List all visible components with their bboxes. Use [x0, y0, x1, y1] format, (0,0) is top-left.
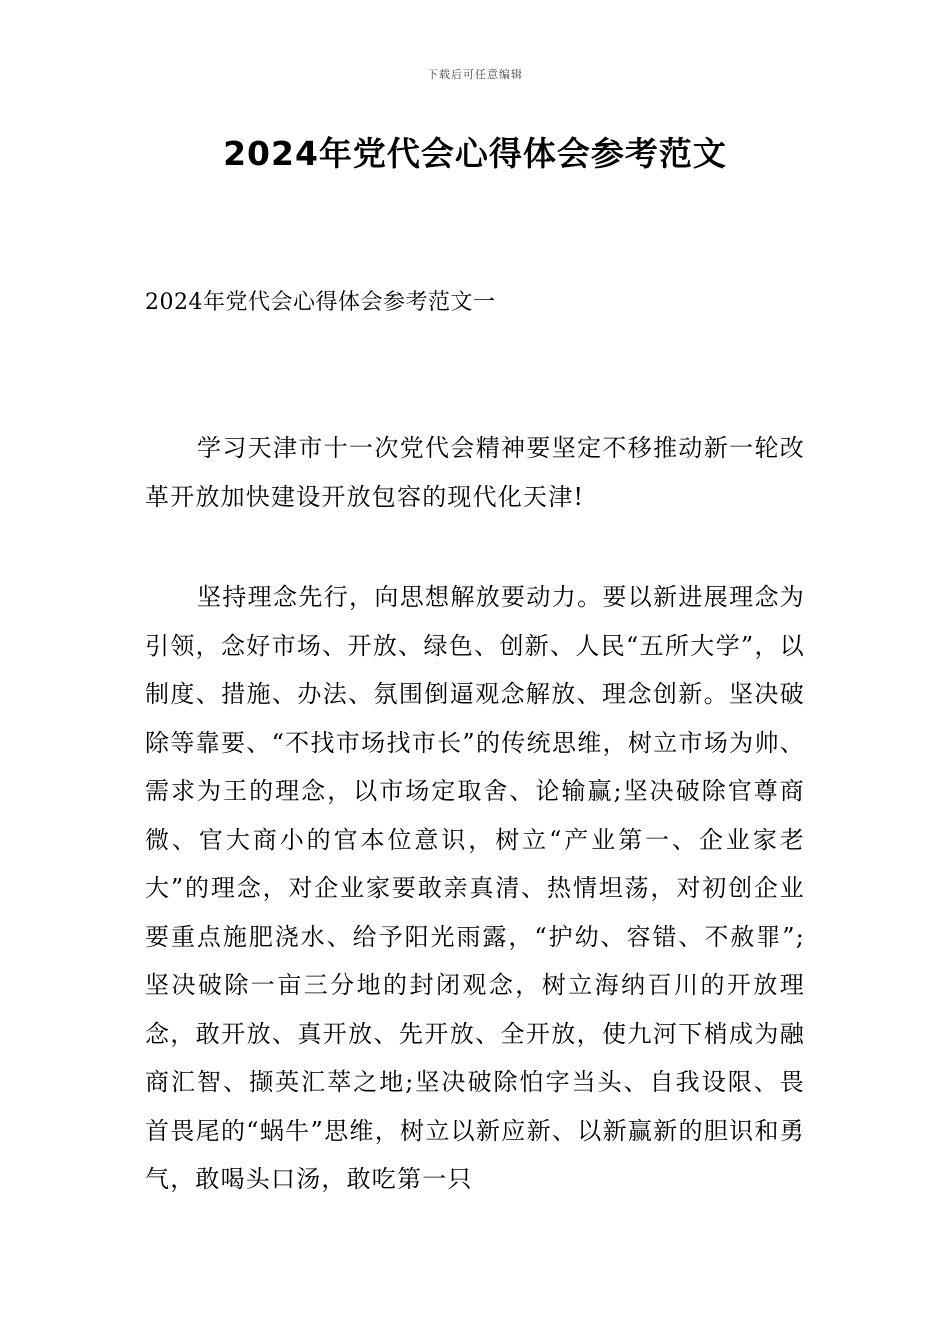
paragraph-1: 学习天津市十一次党代会精神要坚定不移推动新一轮改革开放加快建设开放包容的现代化天津!	[145, 434, 805, 511]
section-title: 2024年党代会心得体会参考范文一	[145, 290, 496, 315]
document-title: 2024年党代会心得体会参考范文	[223, 134, 727, 173]
header-note: 下载后可任意编辑	[427, 68, 523, 81]
paragraph-2: 坚持理念先行，向思想解放要动力。要以新进展理念为引领，念好市场、开放、绿色、创新、人民“五所大学”，以制度、措施、办法、氛围倒逼观念解放、理念创新。坚决破除等靠要、“不找市场找市长”的传统思维，树立市场为帅、需求为王的理念，以市场定取舍、论输赢;坚决破除官尊商微、官大商小的官本位意识，树立“产业第一、企业家老大”的理念，对企业家要敢亲真清、热情坦荡，对初创企业要重点施肥浇水、给予阳光雨露，“护幼、容错、不赦罪”;坚决破除一亩三分地的封闭观念，树立海纳百川的开放理念，敢开放、真开放、先开放、全开放，使九河下梢成为融商汇智、撷英汇萃之地;坚决破除怕字当头、自我设限、畏首畏尾的“蜗牛”思维，树立以新应新、以新赢新的胆识和勇气，敢喝头口汤，敢吃第一只	[145, 583, 805, 1193]
